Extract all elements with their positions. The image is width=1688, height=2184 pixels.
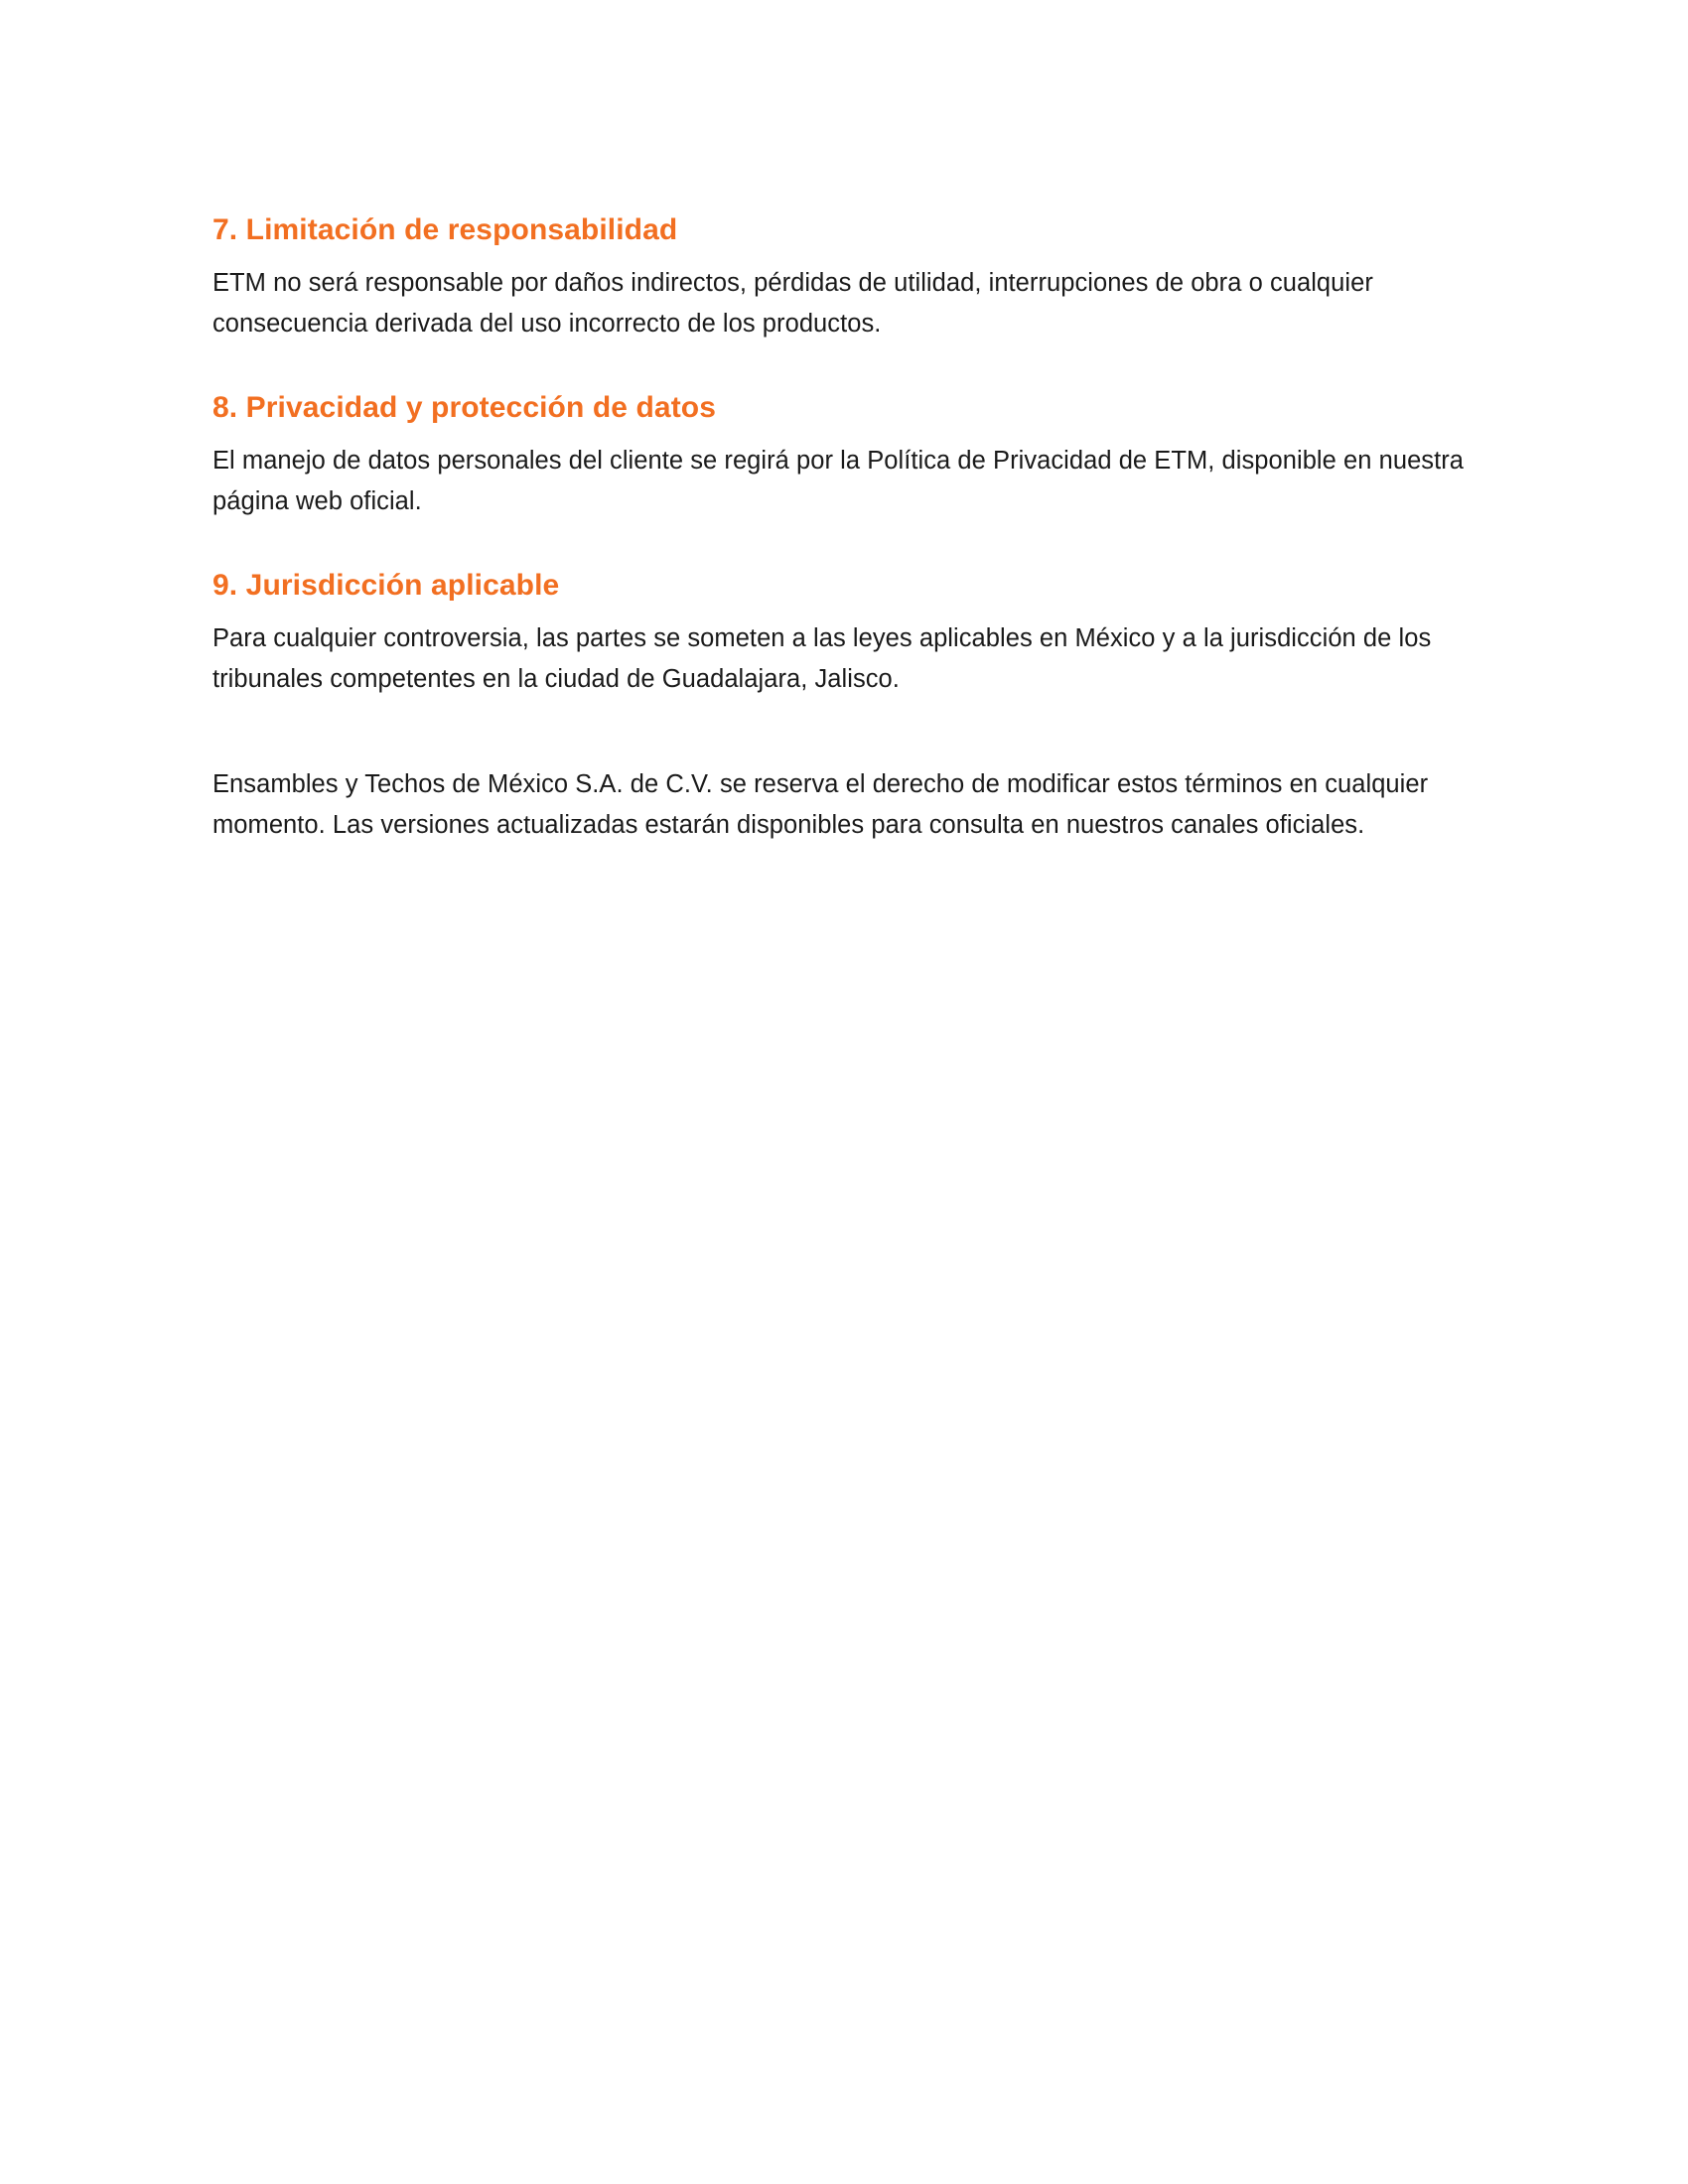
section-heading: 9. Jurisdicción aplicable [212, 569, 560, 603]
section-limitacion-de-responsabilidad [212, 212, 1483, 344]
section-jurisdiccion-aplicable [212, 568, 1483, 700]
section-privacidad-y-proteccion-de-datos [212, 390, 1483, 522]
section-paragraph: ETM no será responsable por daños indirectos, pérdidas de utilidad, interrupciones de obra o cualquier consecuencia derivada del uso incorrecto de los productos. [212, 268, 1373, 338]
closing-statement [212, 764, 1483, 847]
section-heading: 7. Limitación de responsabilidad [212, 213, 678, 246]
document-body [212, 212, 1483, 846]
section-paragraph: El manejo de datos personales del cliente se regirá por la Política de Privacidad de ETM, disponible en nuestra página web oficial. [212, 446, 1465, 516]
section-heading: 8. Privacidad y protección de datos [212, 391, 716, 425]
section-paragraph: Para cualquier controversia, las partes se someten a las leyes aplicables en México y a la jurisdicción de los tribunales competentes en la ciudad de Guadalajara, Jalisco. [212, 623, 1432, 694]
closing-paragraph: Ensambles y Techos de México S.A. de C.V. se reserva el derecho de modificar estos términos en cualquier momento. Las versiones actualizadas estarán disponibles para consulta en nuestros canales oficiales. [212, 769, 1429, 839]
